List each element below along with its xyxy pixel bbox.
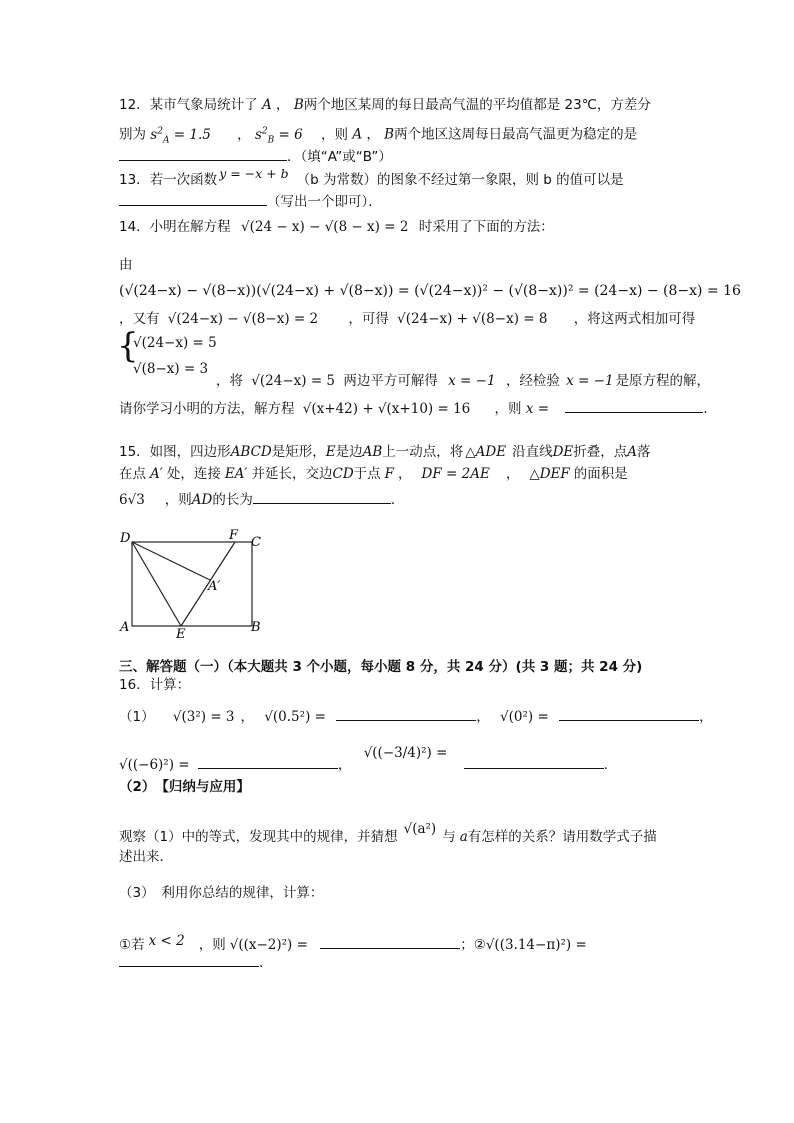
q16-observe: 观察（1）中的等式，发现其中的规律，并猜想 √(a²) 与 a有怎样的关系？请用数学式子描: [119, 821, 657, 845]
q16-row1: （1） √(3²) = 3 ， √(0.5²) = ， √(0²) = ，: [119, 706, 713, 726]
q12-answer-blank[interactable]: [119, 146, 287, 161]
q15-answer-blank[interactable]: [253, 489, 391, 504]
q12-text-2b: ，则: [321, 126, 349, 143]
q16-blank-5[interactable]: [320, 934, 460, 949]
q13-text-3: （写出一个即可）．: [267, 194, 382, 210]
label-d: D: [120, 531, 131, 546]
q14-task-eq: √(x+42) + √(x+10) = 16: [302, 401, 471, 417]
q14-line-also: ，又有 √(24−x) − √(8−x) = 2 ，可得 √(24−x) + √(8−x) = 8 ，将这两式相加可得: [119, 311, 696, 327]
system-brace: {: [117, 326, 139, 366]
q16-row2: √((−6)²) = ， √((−3/4)²) = ．: [119, 745, 618, 773]
variance-b: $s^2_B = 6$: [254, 126, 303, 146]
q15-line3: 6√3 ，则AD的长为 ．: [119, 489, 404, 509]
q12-var-a: A: [261, 97, 272, 113]
q12-text-2c: 两个地区这周每日最高气温更为稳定的是: [394, 126, 638, 143]
q12-line2: 别为 $s^2_A = 1.5$ ， $s^2_B = 6$ ，则 A ， B两个地区这周每日最高气温更为稳定的是: [119, 126, 638, 146]
q14-intro-2: 时采用了下面的方法：: [418, 219, 554, 235]
q12-line3: [119, 146, 392, 166]
q12-line1: [119, 96, 651, 114]
q16-row3: ①若 x < 2 ，则 √((x−2)²) = ；②√((3.14−π)²) =: [119, 933, 587, 953]
q12-text-3: ．（填“A”或“B”）: [287, 149, 392, 165]
q16-blank-4[interactable]: [464, 754, 604, 769]
q12-text-2a: 别为: [119, 126, 146, 143]
q12-text: 12．某市气象局统计了: [119, 97, 258, 113]
q16-blank-1[interactable]: [336, 706, 476, 721]
q14-sys2: √(8−x) = 3: [133, 361, 209, 377]
label-a-prime: A′: [208, 579, 221, 594]
q14-equation: √(24 − x) − √(8 − x) = 2: [240, 219, 409, 235]
q15-line2: 在点 A′ 处，连接 EA′ 并延长，交边CD于点 F ， DF = 2AE ， △DEF 的面积是: [119, 466, 628, 482]
section-title: 三、解答题（一）（本大题共 3 个小题，每小题 8 分，共 24 分）(共 3 题；共 24 分): [119, 659, 643, 675]
q14-you: 由: [119, 257, 133, 273]
q14-line-after: ，将 √(24−x) = 5 两边平方可解得 x = −1 ，经检验 x = −1 是原方程的解，: [216, 373, 711, 389]
q15-area: 6√3: [119, 492, 145, 508]
q12-text-b: 两个地区某周的每日最高气温的平均值都是 23℃，方差分: [303, 97, 651, 113]
q16-row4: ．: [119, 952, 273, 972]
label-a: A: [120, 620, 130, 635]
rect-abcd: [132, 542, 252, 626]
label-c: C: [251, 535, 261, 550]
q16-title: 16．计算：: [119, 677, 191, 693]
q14-answer-blank[interactable]: [565, 398, 703, 413]
q14-also-eq2: √(24−x) + √(8−x) = 8: [397, 311, 548, 327]
q16-blank-2[interactable]: [559, 706, 699, 721]
q14-big-equation: (√(24−x) − √(8−x))(√(24−x) + √(8−x)) = (√(24−x))² − (√(8−x))² = (24−x) − (8−x) = 16: [119, 283, 741, 299]
variance-a: $s^2_A = 1.5$: [150, 126, 211, 146]
q14-intro: 14．小明在解方程: [119, 219, 231, 235]
q14-line1: [119, 218, 554, 236]
q13-line1: [119, 166, 624, 189]
q14-task: 请你学习小明的方法，解方程 √(x+42) + √(x+10) = 16 ，则 x = ．: [119, 398, 717, 418]
q15-line1: 15．如图，四边形ABCD是矩形，E是边AB上一动点，将 △ADE 沿直线DE折叠，点A落: [119, 444, 651, 460]
q16-observe-2: 述出来．: [119, 849, 173, 865]
label-b: B: [251, 620, 261, 635]
q13-formula: y = −x + b: [219, 166, 289, 181]
q16-blank-6[interactable]: [119, 952, 259, 967]
q16-p2: （2） 【归纳与应用】: [119, 779, 250, 795]
label-f: F: [229, 528, 239, 543]
q16-p3: （3） 利用你总结的规律，计算：: [119, 885, 324, 901]
q14-also-eq: √(24−x) − √(8−x) = 2: [167, 311, 319, 327]
q13-text-2: （b 为常数）的图象不经过第一象限，则 b 的值可以是: [296, 172, 624, 188]
q13-text: 13．若一次函数: [119, 172, 218, 188]
label-e: E: [176, 627, 186, 640]
q12-var-b: B: [293, 97, 304, 113]
q16-blank-3[interactable]: [198, 754, 338, 769]
q13-line2: [119, 191, 382, 211]
rectangle-figure: [118, 528, 268, 640]
q14-sys1: √(24−x) = 5: [133, 335, 217, 351]
q12-sep: ，: [276, 97, 290, 113]
q13-answer-blank[interactable]: [119, 191, 267, 206]
